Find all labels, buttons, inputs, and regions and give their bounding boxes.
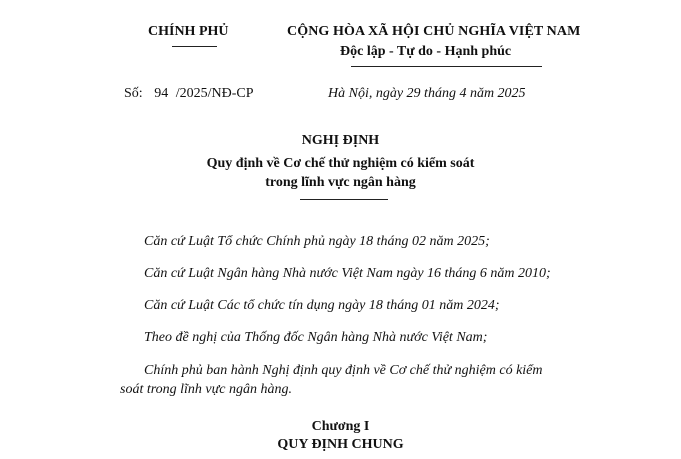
issuing-agency: CHÍNH PHỦ bbox=[148, 24, 229, 39]
motto-underline bbox=[351, 66, 542, 67]
legal-basis-1: Căn cứ Luật Tổ chức Chính phủ ngày 18 tháng 02 năm 2025; bbox=[144, 234, 490, 249]
chapter-title: QUY ĐỊNH CHUNG bbox=[277, 437, 404, 452]
legal-basis-2: Căn cứ Luật Ngân hàng Nhà nước Việt Nam ngày 16 tháng 6 năm 2010; bbox=[144, 266, 551, 281]
place-date: Hà Nội, ngày 29 tháng 4 năm 2025 bbox=[328, 86, 526, 101]
document-number bbox=[124, 86, 253, 102]
chapter-label: Chương I bbox=[311, 419, 370, 434]
number-prefix: Số: bbox=[124, 86, 143, 101]
national-title: CỘNG HÒA XÃ HỘI CHỦ NGHĨA VIỆT NAM bbox=[287, 24, 581, 39]
agency-underline bbox=[172, 46, 217, 47]
title-underline bbox=[300, 199, 388, 200]
document-subject-line-2: trong lĩnh vực ngân hàng bbox=[265, 175, 416, 190]
national-motto: Độc lập - Tự do - Hạnh phúc bbox=[340, 44, 512, 59]
issuance-line-1: Chính phủ ban hành Nghị định quy định về Cơ chế thử nghiệm có kiểm bbox=[144, 363, 543, 378]
document-type: NGHỊ ĐỊNH bbox=[301, 133, 380, 148]
proposal-line: Theo đề nghị của Thống đốc Ngân hàng Nhà nước Việt Nam; bbox=[144, 330, 488, 345]
legal-basis-3: Căn cứ Luật Các tổ chức tín dụng ngày 18 tháng 01 năm 2024; bbox=[144, 298, 500, 313]
number-suffix: /2025/NĐ-CP bbox=[175, 86, 254, 101]
document-subject-line-1: Quy định về Cơ chế thử nghiệm có kiểm soát bbox=[206, 156, 475, 171]
number-value: 94 bbox=[154, 86, 169, 101]
issuance-line-2: soát trong lĩnh vực ngân hàng. bbox=[120, 382, 292, 397]
